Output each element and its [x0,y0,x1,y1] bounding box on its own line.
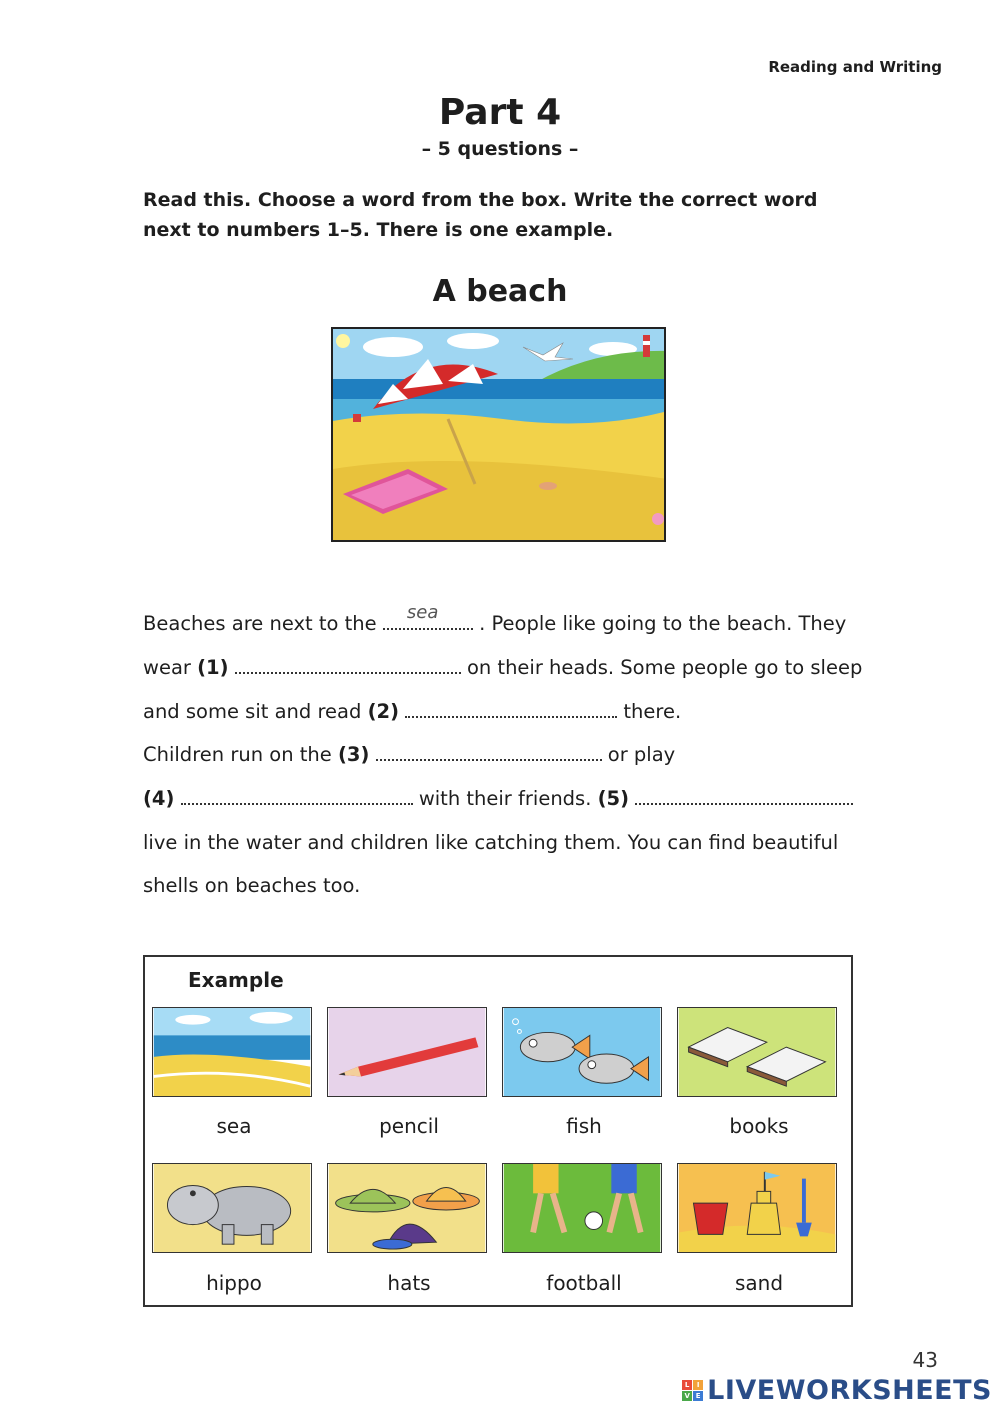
story-text: on their heads. Some people go to sleep [466,656,863,679]
answer-blank-5[interactable] [635,787,853,805]
hats-picture [328,1164,486,1252]
word-card-pencil[interactable] [327,1007,487,1097]
story-text: wear [143,656,191,679]
beach-scene-image [333,329,666,542]
part-subtitle: – 5 questions – [421,138,579,160]
story-line-7: shells on beaches too. [143,874,361,897]
word-card-hippo[interactable] [152,1163,312,1253]
story-title: A beach [432,274,568,309]
badge-letter: I [693,1380,703,1390]
story-line-2 [143,656,862,679]
pencil-picture [328,1008,486,1096]
part-title: Part 4 [438,92,562,133]
question-number-3: (3) [337,743,370,766]
watermark-text: LIVEWORKSHEETS [707,1375,992,1406]
question-number-1: (1) [197,656,229,679]
word-hats: hats [387,1271,431,1295]
story-text: there. [623,700,682,723]
story-text: . People like going to the beach. They [479,612,847,635]
answer-blank-3[interactable] [376,743,602,761]
answer-blank-1[interactable] [235,656,461,674]
sea-picture [153,1008,311,1096]
word-sand: sand [734,1271,784,1295]
liveworksheets-watermark [682,1375,992,1406]
example-answer: sea [406,602,439,623]
question-number-2: (2) [367,700,399,723]
page-number: 43 [912,1348,938,1372]
word-books: books [729,1114,789,1138]
word-fish: fish [566,1114,602,1138]
badge-letter: E [693,1391,703,1401]
story-text: or play [607,743,676,766]
football-picture [503,1164,661,1252]
word-card-sea[interactable] [152,1007,312,1097]
section-header: Reading and Writing [768,58,942,76]
story-line-6: live in the water and children like catching them. You can find beautiful [143,831,839,854]
story-line-1 [143,602,847,635]
instructions: Read this. Choose a word from the box. Write the correct word next to numbers 1–5. There is one example. [143,189,818,241]
word-sea: sea [216,1114,252,1138]
question-number-5: (5) [597,787,630,810]
question-number-4: (4) [143,787,175,810]
word-card-sand[interactable] [677,1163,837,1253]
word-hippo: hippo [206,1271,262,1295]
word-football: football [546,1271,622,1295]
hippo-picture [153,1164,311,1252]
story-text: and some sit and read [143,700,362,723]
answer-blank-2[interactable] [405,700,617,718]
story-line-4 [143,743,675,766]
badge-letter: V [682,1391,692,1401]
word-card-fish[interactable] [502,1007,662,1097]
story-text: with their friends. [418,787,592,810]
word-pencil: pencil [379,1114,439,1138]
word-card-books[interactable] [677,1007,837,1097]
story-text: Children run on the [143,743,332,766]
story-line-3 [143,700,681,723]
word-card-hats[interactable] [327,1163,487,1253]
watermark-badge-icon [682,1380,703,1401]
example-label: Example [188,968,284,992]
books-picture [678,1008,836,1096]
example-answer-blank [383,602,473,630]
story-text: Beaches are next to the [143,612,377,635]
answer-blank-4[interactable] [181,787,413,805]
story-line-5 [143,787,853,810]
badge-letter: L [682,1380,692,1390]
sand-picture [678,1164,836,1252]
fish-picture [503,1008,661,1096]
word-card-football[interactable] [502,1163,662,1253]
beach-illustration [331,327,666,542]
